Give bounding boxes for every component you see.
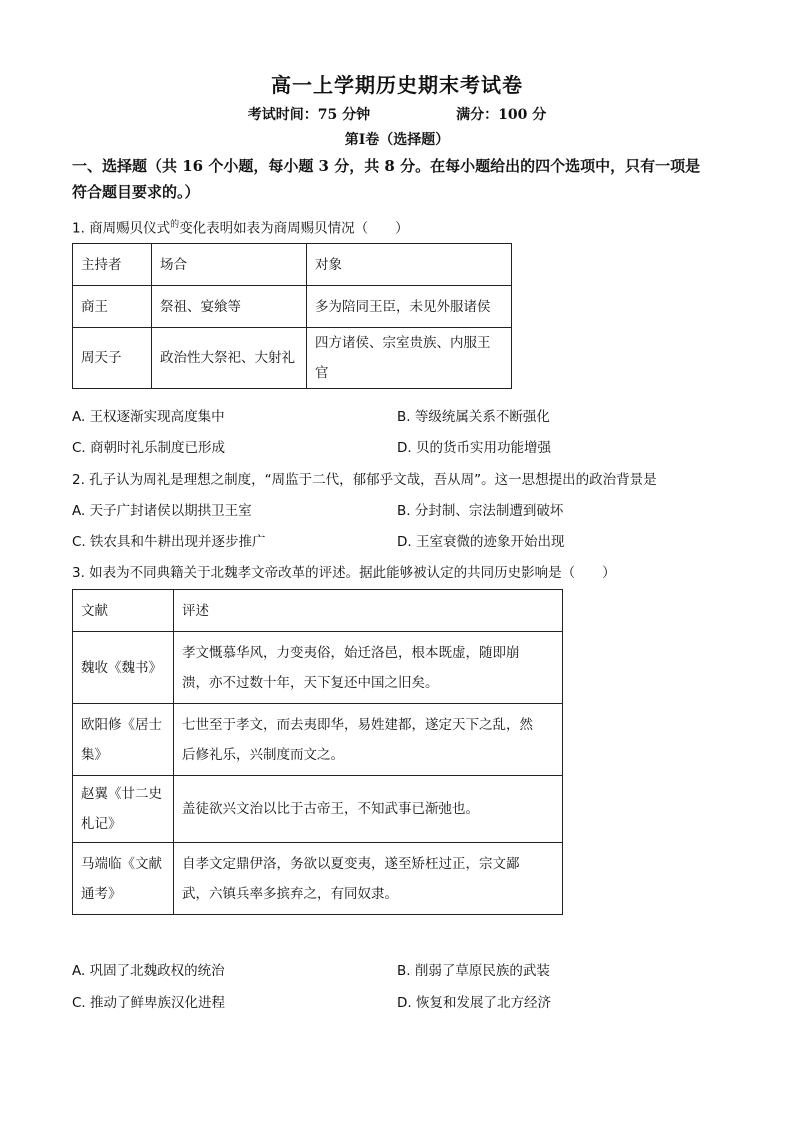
table-cell <box>174 632 563 704</box>
comment-line: 后修礼乐，兴制度而文之。 <box>182 746 344 763</box>
question-1-stem-part: 变化表明如表为商周赐贝情况（ ） <box>179 220 409 237</box>
table-cell: 政治性大祭祀、大射礼 <box>152 328 307 389</box>
table-row <box>73 286 512 328</box>
source-line: 通考》 <box>81 885 122 902</box>
question-1-option-c: C. 商朝时礼乐制度已形成 <box>72 440 226 456</box>
source-line: 魏收《魏书》 <box>81 659 162 676</box>
table-header-cell: 对象 <box>307 244 512 286</box>
comment-line: 自孝文定鼎伊洛，务欲以夏变夷，遂至矫枉过正，宗文鄙 <box>182 855 520 872</box>
table-header-cell: 主持者 <box>73 244 152 286</box>
source-line: 赵翼《廿二史 <box>81 786 162 802</box>
question-3-option-a: A. 巩固了北魏政权的统治 <box>72 963 225 979</box>
table-cell: 祭祖、宴飨等 <box>152 286 307 328</box>
question-1-option-a: A. 王权逐渐实现高度集中 <box>72 409 225 425</box>
question-1-option-d: D. 贝的货币实用功能增强 <box>397 440 551 456</box>
table-row <box>73 328 512 389</box>
volume-heading: 第Ⅰ卷（选择题） <box>344 132 450 148</box>
table-row <box>73 776 563 843</box>
source-line: 集》 <box>81 746 108 763</box>
exam-meta <box>0 104 794 124</box>
source-line: 札记》 <box>81 816 122 832</box>
question-2-option-c: C. 铁农具和牛耕出现并逐步推广 <box>72 534 266 550</box>
question-1-table <box>72 243 512 389</box>
table-cell: 商王 <box>73 286 152 328</box>
comment-line: 孝文慨慕华风，力变夷俗，始迁洛邑，根本既虚，随即崩 <box>182 644 520 661</box>
comment-line: 武，六镇兵率多摈弃之，有同奴隶。 <box>182 885 398 902</box>
table-row <box>73 632 563 704</box>
exam-score: 满分：100 分 <box>456 107 547 123</box>
table-cell <box>73 704 174 776</box>
question-1-stem-sup: 的 <box>170 220 180 230</box>
question-3-table <box>72 589 563 915</box>
question-1-option-b: B. 等级统属关系不断强化 <box>397 409 550 425</box>
section-heading-line2: 符合题目要求的。） <box>72 183 200 201</box>
table-header-cell: 文献 <box>73 590 174 632</box>
table-cell <box>73 632 174 704</box>
exam-title: 高一上学期历史期末考试卷 <box>271 73 523 97</box>
comment-line: 溃，亦不过数十年，天下复还中国之旧矣。 <box>182 674 439 691</box>
source-line: 马端临《文献 <box>81 855 162 872</box>
exam-time: 考试时间：75 分钟 <box>247 107 371 123</box>
question-3-option-b: B. 削弱了草原民族的武装 <box>397 963 550 979</box>
table-cell <box>174 843 563 915</box>
table-cell <box>174 704 563 776</box>
question-1-stem-part: 1. 商周赐贝仪式 <box>72 220 171 237</box>
question-2-stem: 2. 孔子认为周礼是理想之制度，“周监于二代，郁郁乎文哉，吾从周”。这一思想提出的政治背景是 <box>72 472 657 488</box>
table-cell <box>174 776 563 843</box>
question-3-option-d: D. 恢复和发展了北方经济 <box>397 995 551 1011</box>
source-line: 欧阳修《居士 <box>81 716 162 733</box>
question-3-option-c: C. 推动了鲜卑族汉化进程 <box>72 995 226 1011</box>
table-cell <box>73 776 174 843</box>
question-3-stem: 3. 如表为不同典籍关于北魏孝文帝改革的评述。据此能够被认定的共同历史影响是（ ） <box>72 565 616 581</box>
question-1-stem <box>72 215 409 239</box>
table-row <box>73 704 563 776</box>
table-cell <box>73 843 174 915</box>
table-header-cell: 场合 <box>152 244 307 286</box>
section-heading-line1: 一、选择题（共 16 个小题，每小题 3 分，共 8 分。在每小题给出的四个选项中，只有一项是 <box>72 157 701 175</box>
table-header-row <box>73 244 512 286</box>
table-row <box>73 843 563 915</box>
question-2-option-d: D. 王室衰微的迹象开始出现 <box>397 534 565 550</box>
table-cell: 多为陪同王臣，未见外服诸侯 <box>307 286 512 328</box>
table-cell: 四方诸侯、宗室贵族、内服王官 <box>307 328 512 389</box>
question-2-option-a: A. 天子广封诸侯以期拱卫王室 <box>72 503 252 519</box>
question-2-option-b: B. 分封制、宗法制遭到破坏 <box>397 503 564 519</box>
section-heading <box>72 153 732 205</box>
table-cell: 周天子 <box>73 328 152 389</box>
comment-line: 七世至于孝文，而去夷即华，易姓建都，遂定天下之乱，然 <box>182 716 533 733</box>
table-header-cell: 评述 <box>174 590 563 632</box>
comment-line: 盖徒欲兴文治以比于古帝王，不知武事已渐弛也。 <box>182 801 479 817</box>
table-header-row <box>73 590 563 632</box>
